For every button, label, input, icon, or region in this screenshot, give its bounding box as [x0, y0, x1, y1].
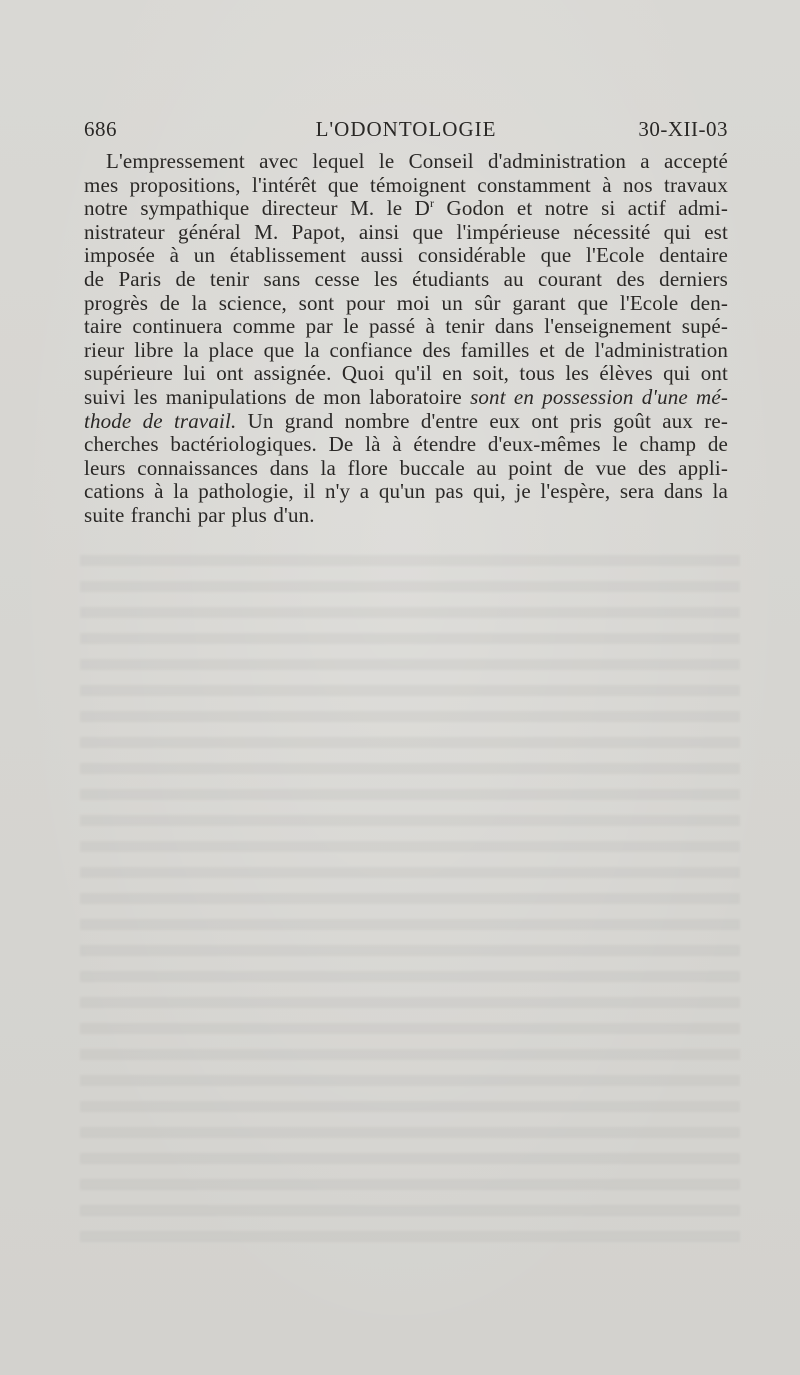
text-line: cations à la pathologie, il n'y a qu'un pas qui, je l'espère, sera dans la: [84, 479, 728, 504]
text-line: [84, 197, 728, 221]
text-line: cherches bactériologiques. De là à étendre d'eux-mêmes le champ de: [84, 432, 728, 457]
text-line: rieur libre la place que la confiance des familles et de l'administration: [84, 337, 728, 362]
running-head: [84, 117, 728, 143]
journal-title: L'ODONTOLOGIE: [315, 117, 497, 141]
text-line: [84, 386, 728, 410]
text-segment: notre sympathique directeur M. le D: [84, 196, 430, 221]
text-segment: Godon et notre si actif admi-: [434, 196, 729, 221]
body-paragraph: [84, 150, 728, 528]
italic-text: thode de travail.: [84, 408, 237, 433]
page-number: 686: [84, 117, 117, 141]
issue-date: 30-XII-03: [638, 117, 728, 141]
text-line: taire continuera comme par le passé à tenir dans l'enseignement supé-: [84, 314, 728, 339]
bleed-through-texture: [80, 555, 740, 1255]
text-line: de Paris de tenir sans cesse les étudiants au courant des derniers: [84, 266, 728, 291]
text-line: nistrateur général M. Papot, ainsi que l'impérieuse nécessité qui est: [84, 219, 728, 244]
text-line: L'empressement avec lequel le Conseil d'administration a accepté: [106, 149, 728, 173]
text-line: leurs connaissances dans la flore buccale au point de vue des appli-: [84, 455, 728, 480]
text-line: progrès de la science, sont pour moi un sûr garant que l'Ecole den-: [84, 290, 728, 315]
text-line: mes propositions, l'intérêt que témoignent constamment à nos travaux: [84, 172, 728, 197]
text-segment: Un grand nombre d'entre eux ont pris goût aux re-: [236, 408, 729, 433]
text-line: imposée à un établissement aussi considérable que l'Ecole dentaire: [84, 243, 728, 268]
text-line: supérieure lui ont assignée. Quoi qu'il en soit, tous les élèves qui ont: [84, 361, 728, 386]
text-line: [84, 410, 728, 434]
italic-text: sont en possession d'une mé-: [470, 384, 728, 409]
text-segment: suivi les manipulations de mon laboratoire: [84, 384, 471, 409]
superscript: r: [429, 196, 435, 211]
text-line: suite franchi par plus d'un.: [84, 502, 315, 527]
